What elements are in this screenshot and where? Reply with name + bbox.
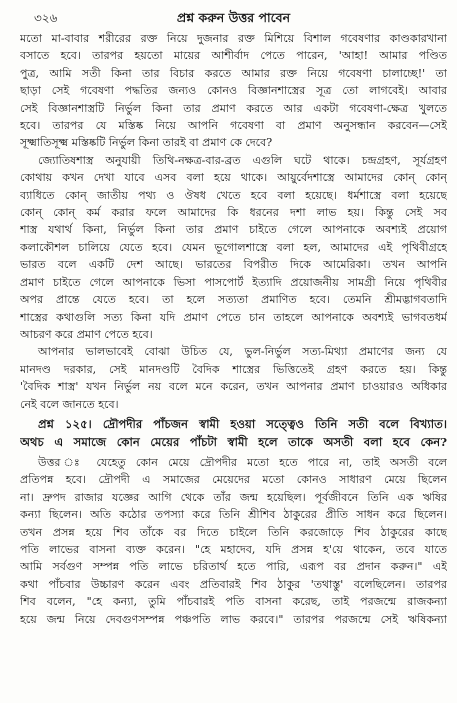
text-line: 'বৈদিক শাস্ত্র' যখন নির্ভুল নয় বলে মনে করেন, তখন আপনার প্রমাণ চাওয়ারও অধিকার — [20, 380, 447, 394]
text-line: ভারত বলে একটি দেশ আছে। ভারতের বিপরীত দিকে আমেরিকা। তখন আপনি — [20, 258, 447, 272]
page-body — [20, 30, 447, 628]
paragraph-2 — [20, 152, 447, 343]
text-line: শাস্ত্রের কথাগুলি সত্য কিনা যদি প্রমাণ পেতে চান তাহলে আপনাকে অবশ্যই ভাগবতধর্ম — [20, 310, 447, 324]
question-line: প্রশ্ন ১২৫। দ্রৌপদীর পাঁচজন স্বামী হওয়া সত্ত্বেও তিনি সতী বলে বিখ্যাত। — [38, 416, 447, 431]
text-line: শাস্ত্র যথার্থ কিনা, নির্ভুল কিনা তার প্রমাণ চাইতে গেলে আপনাকে অবশ্যই প্রয়োগ — [20, 223, 447, 237]
text-line: কোন্ কোন্ কর্ম করার ফলে আমাদের কি ধরনের দশা লাভ হয়। কিন্তু সেই সব — [20, 206, 447, 220]
text-line: পুত্র, আমি সতী কিনা তার বিচার করতে আমার রক্ত নিয়ে গবেষণা চালাচ্ছে!' তা — [20, 66, 447, 80]
text-line: মতো মা-বাবার শরীরের রক্ত নিয়ে দুজনার রক্ত মিশিয়ে বিশাল গবেষণার কাণ্ডকারখানা — [20, 32, 447, 45]
text-line: ব্যাধিতে কোন্ জাতীয় পথ্য ও ঔষধ খেতে হবে বলা হয়েছে। ধর্মশাস্ত্রে বলা হয়েছে — [20, 188, 447, 202]
answer-line: উত্তর ঃ যেহেতু কোন মেয়ে দ্রৌপদীর মতো হতে পারে না, তাই অসতী বলে — [38, 455, 447, 469]
answer-line: আমি সর্বগুণ সম্পন্ন পতি লাভে চরিতার্থ হতে পারি, এরূপ বর প্রদান করুন।" এই — [20, 560, 447, 574]
paragraph-1 — [20, 30, 447, 152]
text-line: প্রমাণ চাইতে গেলে আপনাকে ভিসা পাসপোর্ট ইত্যাদি প্রয়োজনীয় সামগ্রী নিয়ে পৃথিবীর — [20, 275, 447, 289]
text-line: জ্যোতিষশাস্ত্র অনুযায়ী তিথি-নক্ষত্র-বার-ব্রত এগুলি ঘটে থাকে। চন্দ্রগ্রহণ, সূর্যগ্রহণ — [38, 153, 447, 167]
answer-line: না। দ্রুপদ রাজার যজ্ঞের আগি থেকে তাঁর জন্ম হয়েছিল। পূর্বজীবনে তিনি এক ঋষির — [20, 490, 447, 504]
page-header — [20, 0, 447, 30]
question-line: অথচ এ সমাজে কোন মেয়ের পাঁচটা স্বামী হলে তাকে অসতী বলা হবে কেন? — [20, 435, 447, 450]
text-line: কলাকৌশল চালিয়ে যেতে হবে। যেমন ভূগোলশাস্ত্রে বলা হল, আমাদের এই পৃথিবীগ্রহে — [20, 240, 447, 254]
text-line: নেই বলে জানতে হবে। — [20, 397, 119, 411]
text-line: কোথায় কখন দেখা যাবে এসব বলা হয়ে থাকে। আয়ুর্বেদশাস্ত্রে আমাদের কোন্ কোন্ — [20, 171, 447, 185]
answer-line: কথা পাঁচবার উচ্চারণ করেন এবং প্রতিবারই শিব ঠাকুর 'তথাস্তু' বলেছিলেন। তারপর — [20, 577, 447, 591]
answer-line: শিব বলেন, "হে কন্যা, তুমি পাঁচবারই পতি বাসনা করেছ, তাই পরজন্মে রাজকন্যা — [20, 595, 447, 609]
text-line: মানদণ্ড দরকার, সেই মানদণ্ডটি বৈদিক শাস্ত্রের ভিত্তিতেই গ্রহণ করতে হয়। কিন্তু — [20, 362, 447, 376]
question-125 — [20, 415, 447, 452]
text-line: সূক্ষ্মাতিসূক্ষ্ম মস্তিষ্কটি নির্ভুল কিনা তারই বা প্রমাণ কে দেবে? — [20, 136, 273, 150]
text-line: আচরণ করে প্রমাণ পেতে হবে। — [20, 327, 153, 341]
answer-line: প্রতিপন্ন হবে। দ্রৌপদী এ সমাজের মেয়েদের মতো কোনও সাধারণ মেয়ে ছিলেন — [20, 473, 447, 487]
answer-line: কন্যা ছিলেন। অতি কঠোর তপস্যা করে তিনি শ্রীশিব ঠাকুরের প্রীতি সাধন করে ছিলেন। — [20, 508, 447, 522]
paragraph-3 — [20, 343, 447, 413]
answer-125 — [20, 454, 447, 628]
text-line: বসাতে হবে। তারপর হয়তো মায়ের আশীর্বাদ পেতে পারেন, 'আহা! আমার পণ্ডিত — [20, 49, 447, 63]
text-line: অপর প্রান্তে যেতে হবে। তা হলে সত্যতা প্রমাণিত হবে। তেমনি শ্রীমদ্ভাগবতাদি — [20, 293, 447, 307]
text-line: আপনার ভালভাবেই বোঝা উচিত যে, ভুল-নির্ভুল সত্য-মিথ্যা প্রমাণের জন্য যে — [38, 345, 447, 359]
running-title: প্রশ্ন করুন উত্তর পাবেন — [176, 10, 291, 25]
answer-line: হয়ে জন্ম নিয়ে দেবগুণসম্পন্ন পঞ্চপতি লাভ করবে।" তারপর পরজন্মে সেই ঋষিকন্যা — [20, 612, 447, 626]
text-line: সেই বিজ্ঞানশাস্ত্রটি নির্ভুল কিনা তার প্রমাণ করতে আর একটা গবেষণা-ক্ষেত্র খুলতে — [20, 101, 447, 115]
answer-line: তখন প্রসন্ন হয়ে শিব তাঁকে বর দিতে চাইলে তিনি করজোড়ে শিব ঠাকুরের কাছে — [20, 525, 447, 539]
answer-line: পতি লাভের বাসনা ব্যক্ত করেন। "হে মহাদেব, যদি প্রসন্ন হ'য়ে থাকেন, তবে যাতে — [20, 542, 447, 556]
page-number: ৩২৬ — [34, 11, 58, 25]
text-line: ছাড়া সেই গবেষণা পদ্ধতির জন্যও কোনও বিজ্ঞানশাস্ত্রের সূত্র তো লাগবেই। আবার — [20, 84, 447, 98]
text-line: হবে। তারপর যে মস্তিষ্ক নিয়ে আপনি গবেষণা বা প্রমাণ অনুসন্ধান করবেন—সেই — [20, 119, 447, 133]
